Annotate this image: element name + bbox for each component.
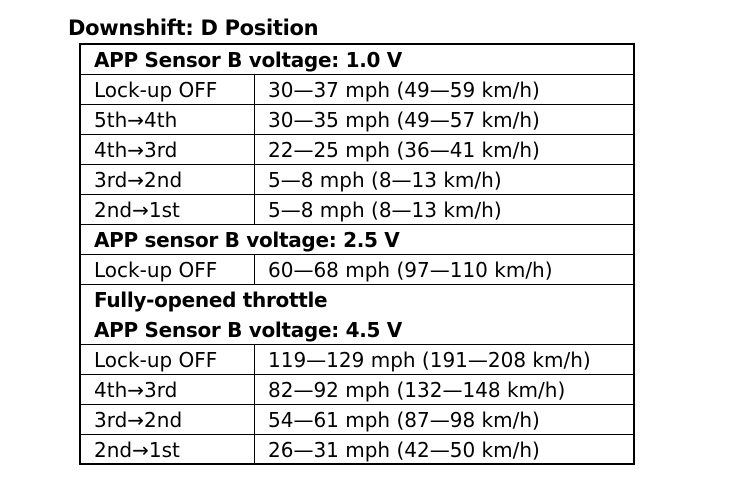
table-row	[81, 255, 633, 285]
section-heading-line: Fully-opened throttle	[94, 288, 328, 312]
speed-cell: 30—37 mph (49—59 km/h)	[268, 78, 540, 102]
speed-cell: 60—68 mph (97—110 km/h)	[268, 258, 553, 282]
speed-cell: 82—92 mph (132—148 km/h)	[268, 378, 566, 402]
section-heading	[81, 45, 633, 75]
table-row	[81, 405, 633, 435]
speed-cell: 54—61 mph (87—98 km/h)	[268, 408, 540, 432]
shift-cell: 5th→4th	[81, 105, 255, 134]
section-heading-line: APP Sensor B voltage: 4.5 V	[94, 318, 402, 342]
shift-cell: 2nd→1st	[81, 435, 255, 463]
shift-cell: 3rd→2nd	[81, 405, 255, 434]
section-heading	[81, 285, 633, 345]
shift-cell: 3rd→2nd	[81, 165, 255, 194]
shift-cell: 4th→3rd	[81, 135, 255, 164]
speed-cell: 30—35 mph (49—57 km/h)	[268, 108, 540, 132]
speed-cell: 22—25 mph (36—41 km/h)	[268, 138, 540, 162]
table-row	[81, 375, 633, 405]
table-row	[81, 195, 633, 225]
shift-cell: Lock-up OFF	[81, 75, 255, 104]
table-row	[81, 105, 633, 135]
table-row	[81, 165, 633, 195]
table-row	[81, 345, 633, 375]
speed-cell: 119—129 mph (191—208 km/h)	[268, 348, 591, 372]
table-row	[81, 75, 633, 105]
section-heading-line: APP Sensor B voltage: 1.0 V	[94, 48, 402, 72]
shift-cell: Lock-up OFF	[81, 345, 255, 374]
section-heading-line: APP sensor B voltage: 2.5 V	[94, 228, 400, 252]
shift-cell: Lock-up OFF	[81, 255, 255, 284]
downshift-table	[79, 43, 635, 465]
page-title: Downshift: D Position	[68, 16, 319, 40]
shift-cell: 2nd→1st	[81, 195, 255, 224]
speed-cell: 5—8 mph (8—13 km/h)	[268, 198, 502, 222]
speed-cell: 5—8 mph (8—13 km/h)	[268, 168, 502, 192]
table-row	[81, 135, 633, 165]
table-row	[81, 435, 633, 463]
section-heading	[81, 225, 633, 255]
shift-cell: 4th→3rd	[81, 375, 255, 404]
speed-cell: 26—31 mph (42—50 km/h)	[268, 438, 540, 462]
